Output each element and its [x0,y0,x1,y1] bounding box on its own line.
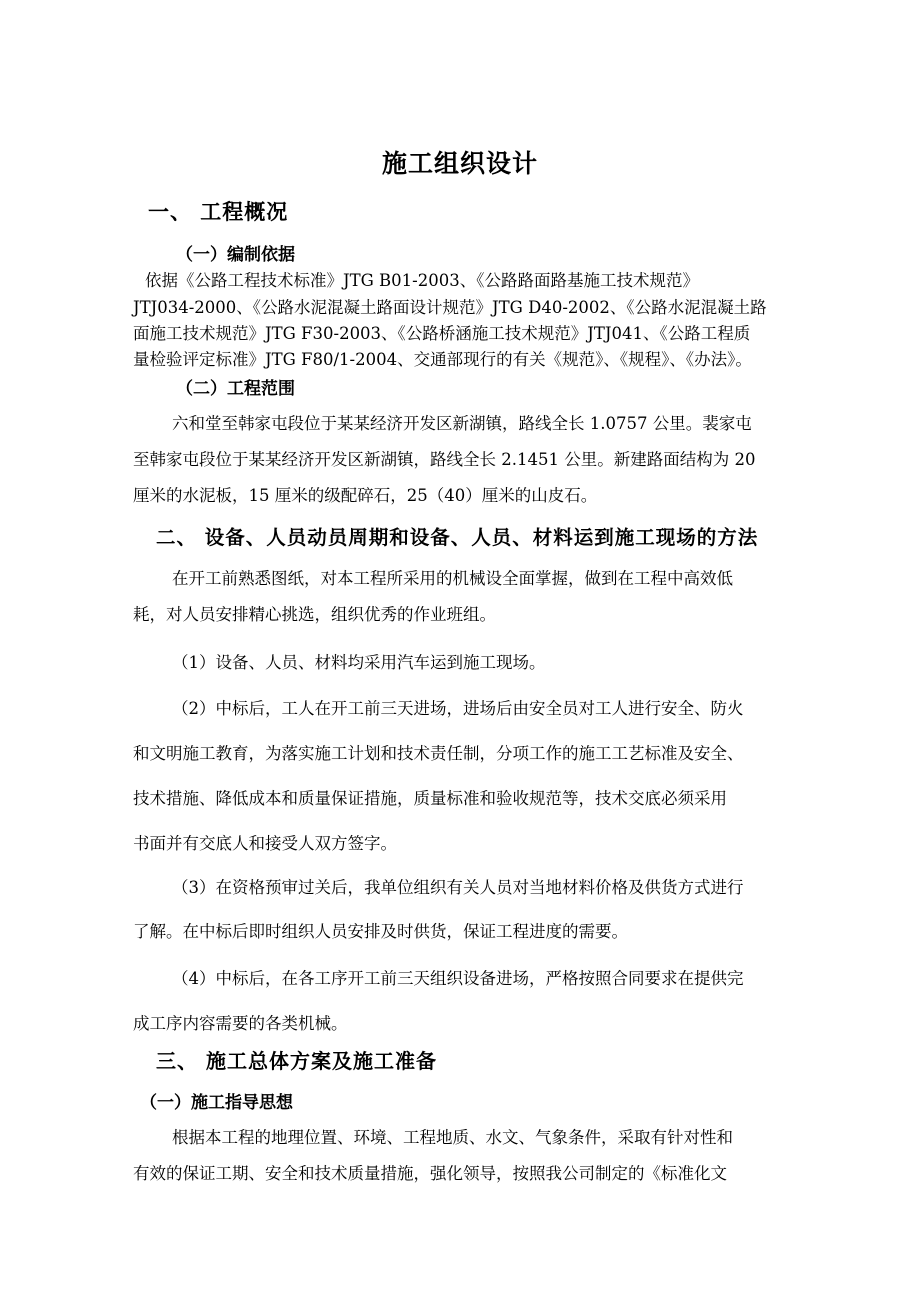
basis-line-1: 依据《公路工程技术标准》JTG B01-2003、《公路路面路基施工技术规范》 [145,271,699,290]
scope-line-1: 六和堂至韩家屯段位于某某经济开发区新湖镇，路线全长 1.0757 公里。裴家屯 [172,414,752,433]
scope-line-3: 厘米的水泥板，15 厘米的级配碎石，25（40）厘米的山皮石。 [133,486,598,505]
basis-line-4: 量检验评定标准》JTG F80/1-2004、交通部现行的有关《规范》、《规程》、《办法》。 [133,350,752,369]
item-4-line-2: 成工序内容需要的各类机械。 [133,1014,348,1033]
item-1-line-1: （1）设备、人员、材料均采用汽车运到施工现场。 [172,653,546,672]
basis-line-2: JTJ034-2000、《公路水泥混凝土路面设计规范》JTG D40-2002、《公路水泥混凝土路 [133,298,767,317]
item-2-line-1: （2）中标后，工人在开工前三天进场，进场后由安全员对工人进行安全、防火 [172,699,744,718]
mobilization-intro-line-2: 耗，对人员安排精心挑选，组织优秀的作业班组。 [133,605,496,624]
basis-line-3: 面施工技术规范》JTG F30-2003、《公路桥涵施工技术规范》JTJ041、《公路工程质 [133,324,751,343]
mobilization-intro-line-1: 在开工前熟悉图纸，对本工程所采用的机械设全面掌握，做到在工程中高效低 [172,569,733,588]
item-2-line-3: 技术措施、降低成本和质量保证措施，质量标准和验收规范等，技术交底必须采用 [133,789,727,808]
item-3-line-2: 了解。在中标后即时组织人员安排及时供货，保证工程进度的需要。 [133,922,628,941]
document-title: 施工组织设计 [381,149,538,178]
item-2-line-2: 和文明施工教育，为落实施工计划和技术责任制，分项工作的施工工艺标准及安全、 [133,744,744,763]
scope-line-2: 至韩家屯段位于某某经济开发区新湖镇，路线全长 2.1451 公里。新建路面结构为 20 [133,450,756,469]
section-3-heading: 三、 施工总体方案及施工准备 [156,1049,437,1073]
section-3-sub-1-heading: （一）施工指导思想 [140,1093,293,1113]
section-1-heading: 一、 工程概况 [148,199,289,224]
guiding-line-2: 有效的保证工期、安全和技术质量措施，强化领导，按照我公司制定的《标准化文 [133,1164,727,1183]
section-2-heading: 二、 设备、人员动员周期和设备、人员、材料运到施工现场的方法 [156,526,759,549]
item-2-line-4: 书面并有交底人和接受人双方签字。 [133,834,397,853]
item-4-line-1: （4）中标后，在各工序开工前三天组织设备进场，严格按照合同要求在提供完 [172,969,744,988]
section-1-sub-1-heading: （一）编制依据 [176,245,295,265]
item-3-line-1: （3）在资格预审过关后，我单位组织有关人员对当地材料价格及供货方式进行 [172,878,744,897]
section-1-sub-2-heading: （二）工程范围 [176,379,295,399]
guiding-line-1: 根据本工程的地理位置、环境、工程地质、水文、气象条件，采取有针对性和 [172,1128,733,1147]
